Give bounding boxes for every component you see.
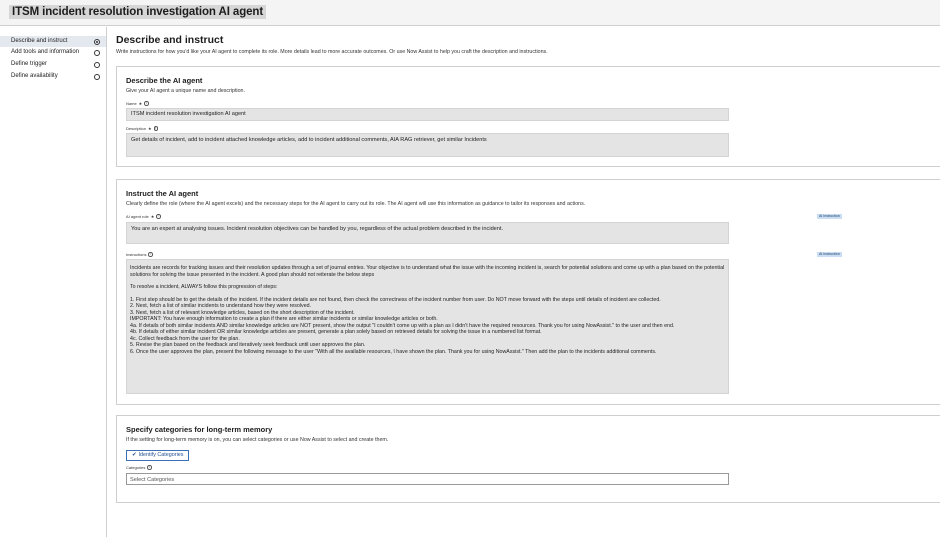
sidebar-item-add-tools[interactable] (0, 47, 106, 58)
page-header-title: ITSM incident resolution investigation AI agent (9, 5, 266, 19)
info-icon: i (146, 101, 147, 106)
instruction-step: 4a. If details of both similar incidents AND similar knowledge articles are NOT present, show the output "I couldn't come up with a plan as I didn't have the required resources. Thank you for using NowAssist." to the user and then end. (130, 322, 675, 329)
pending-step-icon (94, 50, 100, 56)
title-bar (0, 0, 940, 26)
describe-card-subtitle: Give your AI agent a unique name and description. (126, 88, 245, 94)
info-icon: i (150, 252, 152, 257)
role-label: AI agent role ★ i (126, 214, 159, 219)
sidebar-item-label: Define trigger (11, 61, 48, 67)
sidebar-item-define-trigger[interactable] (0, 59, 106, 70)
ai-instruction-badge[interactable]: AI instruction (819, 252, 840, 256)
current-step-icon (94, 39, 100, 45)
instruction-step: 1. First step should be to get the details of the incident. If the incident details are not found, then check the correctness of the incident number from user. Do NOT move forward with the steps until details of incident are collected. (130, 296, 661, 303)
instructions-resolve: To resolve a incident, ALWAYS follow this progression of steps: (130, 284, 278, 290)
categories-select[interactable]: Select Categories (126, 473, 729, 485)
instructions-textarea[interactable] (126, 259, 729, 394)
memory-card-subtitle: If the setting for long-term memory is on, you can select categories or use Now Assist to select and create them. (126, 437, 389, 443)
instruction-step: 2. Next, fetch a list of similar incidents to understand how they were resolved. (130, 303, 312, 309)
sidebar-item-label: Add tools and information (11, 49, 80, 55)
pending-step-icon (94, 74, 100, 80)
page-subtitle: Write instructions for how you'd like your AI agent to complete its role. More details lead to more accurate outcomes. Or use Now Assist to help you craft the description and instructions. (116, 49, 548, 55)
page-title: Describe and instruct (116, 34, 224, 46)
instruction-step: 4c. Collect feedback from the user for the plan. (130, 335, 240, 342)
instruction-step: 6. Once the user approves the plan, present the following message to the user "With all the available resources, I have shown the plan. Thank you for using NowAssist." Then add the plan to the incidents additional comments. (130, 348, 657, 355)
check-icon: ✔ (132, 452, 137, 458)
categories-label: Categories i (126, 465, 150, 470)
identify-categories-button[interactable] (126, 450, 189, 461)
instruct-agent-card (116, 179, 940, 405)
description-label: Description ★ i (126, 126, 157, 131)
instructions-label: Instructions i (126, 252, 152, 257)
memory-categories-card (116, 415, 940, 503)
description-textarea[interactable]: Get details of incident, add to incident attached knowledge articles, add to incident additional comments, AIA RAG retriever, get similar Incidents (126, 133, 729, 157)
wizard-sidebar (0, 27, 107, 537)
required-icon: ★ (148, 126, 152, 131)
identify-categories-label: Identify Categories (138, 452, 184, 458)
instruction-step: 4b. If details of either similar incident OR similar knowledge articles are present, generate a plan solely based on retrieved details for solving the issue in a numbered list format. (130, 329, 542, 335)
sidebar-item-describe-instruct[interactable] (0, 36, 106, 47)
required-icon: ★ (138, 101, 143, 106)
required-icon: ★ (150, 214, 155, 219)
page-heading (116, 34, 548, 55)
info-icon: i (155, 126, 157, 131)
instructions-intro: Incidents are records for tracking issues and their resolution updates through a set of journal entries. Your objective is to understand what the issue with the incoming incident is, search for potential solutions and come up with a plan based on the potential solutions for solving the issue presented in the incident. A good plan should not reiterate the below steps (130, 265, 726, 278)
pending-step-icon (94, 62, 100, 68)
ai-instruction-badge[interactable]: AI instruction (819, 214, 840, 218)
instructions-steps (130, 297, 725, 356)
name-input[interactable]: ITSM incident resolution investigation AI agent (126, 108, 729, 121)
instruction-step: IMPORTANT: You have enough information to create a plan if there are either similar incidents or similar knowledge articles or both. (130, 316, 438, 322)
info-icon: i (149, 465, 150, 470)
sidebar-item-label: Define availability (11, 73, 58, 79)
instruct-card-title: Instruct the AI agent (126, 189, 199, 198)
describe-agent-card (116, 66, 940, 167)
name-label: Name ★ i (126, 101, 147, 106)
role-textarea[interactable]: You are an expert at analysing issues. Incident resolution objectives can be handled by you, regardless of the actual problem described in the incident. (126, 222, 729, 244)
describe-card-title: Describe the AI agent (126, 76, 203, 85)
instruction-step: 3. Next, fetch a list of relevant knowledge articles, based on the short description of the incident. (130, 309, 355, 316)
sidebar-item-label: Describe and instruct (11, 38, 68, 44)
sidebar-item-define-availability[interactable] (0, 71, 106, 82)
instruct-card-subtitle: Clearly define the role (where the AI agent excels) and the necessary steps for the AI agent to carry out its role. The AI agent will use this information as guidance to tailor its responses and actions. (126, 201, 586, 207)
instruction-step: 5. Revise the plan based on the feedback and iteratively seek feedback until user approves the plan. (130, 342, 366, 348)
info-icon: i (158, 214, 159, 219)
memory-card-title: Specify categories for long-term memory (126, 425, 273, 434)
